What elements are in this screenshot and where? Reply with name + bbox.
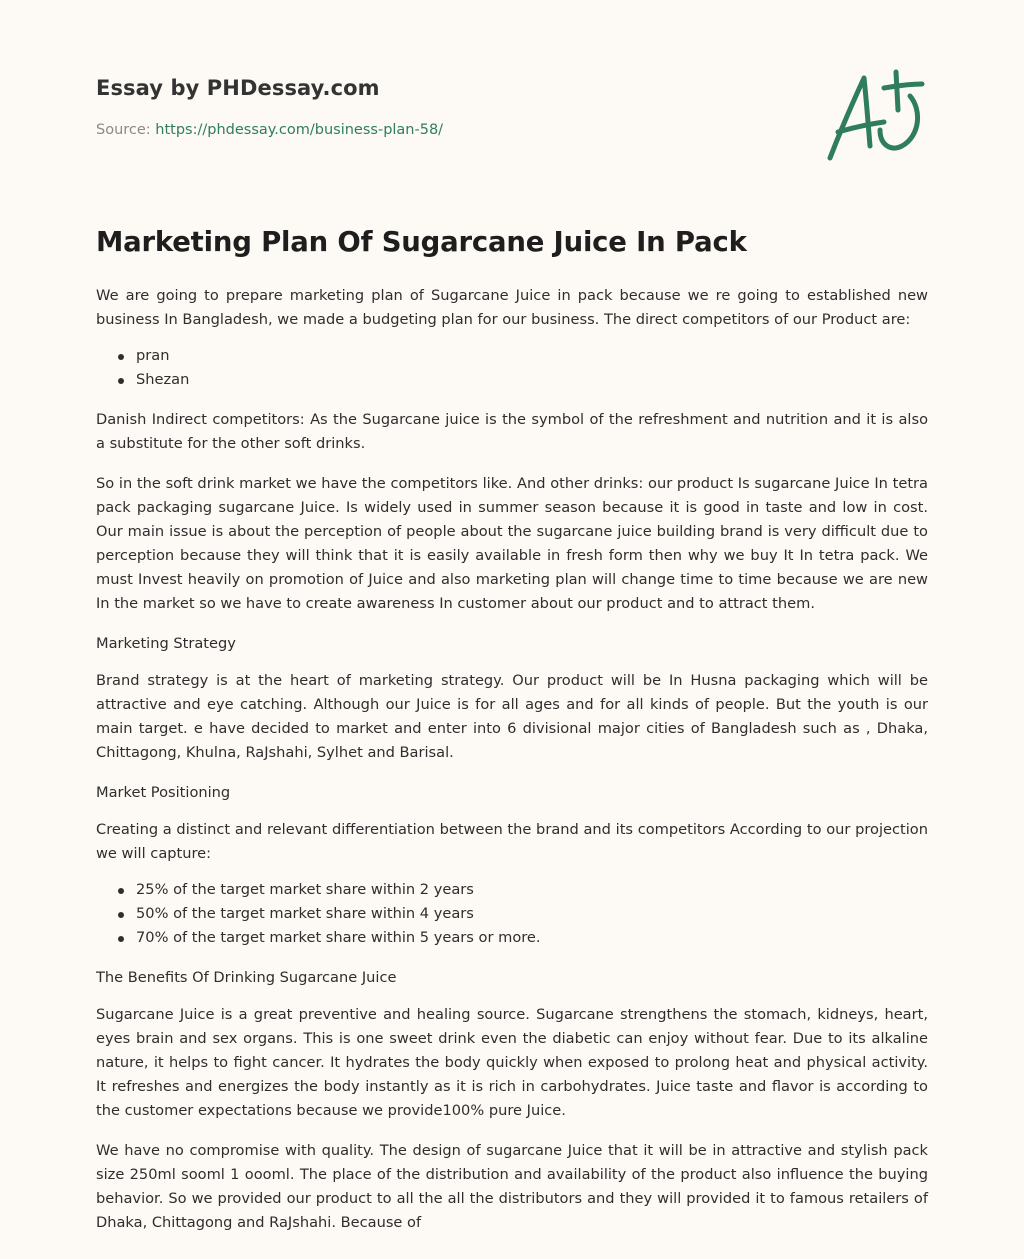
source-link[interactable]: https://phdessay.com/business-plan-58/: [155, 122, 444, 138]
document-title: Marketing Plan Of Sugarcane Juice In Pack: [96, 226, 747, 258]
source-label: Source:: [96, 122, 156, 138]
marketing-strategy-paragraph: Brand strategy is at the heart of marketing strategy. Our product will be In Husna packaging which will be attractive and eye catching. Although our Juice is for all ages and for all kinds of people. But the youth is our main target. e have decided to market and enter into 6 divisional major cities of Bangladesh such as , Dhaka, Chittagong, Khulna, RaJshahi, Sylhet and Barisal.: [96, 672, 928, 761]
benefits-heading: The Benefits Of Drinking Sugarcane Juice: [96, 969, 397, 986]
list-item: 50% of the target market share within 4 years: [136, 902, 928, 926]
page-header: [96, 76, 443, 138]
intro-paragraph: We are going to prepare marketing plan of Sugarcane Juice in pack because we re going to established new business In Bangladesh, we made a budgeting plan for our business. The direct competitors of our Product are:: [96, 287, 928, 328]
target-share-list: [96, 878, 928, 950]
list-item: 70% of the target market share within 5 years or more.: [136, 926, 928, 950]
competitor-list: [96, 344, 928, 392]
indirect-competitors-paragraph: Danish Indirect competitors: As the Sugarcane juice is the symbol of the refreshment and nutrition and it is also a substitute for the other soft drinks.: [96, 411, 928, 452]
marketing-strategy-heading: Marketing Strategy: [96, 635, 236, 652]
quality-paragraph: We have no compromise with quality. The design of sugarcane Juice that it will be in attractive and stylish pack size 250ml sooml 1 oooml. The place of the distribution and availability of the product also influence the buying behavior. So we provided our product to all the all the distributors and they will provided it to famous retailers of Dhaka, Chittagong and RaJshahi. Because of: [96, 1142, 928, 1231]
list-item: pran: [136, 344, 928, 368]
list-item: 25% of the target market share within 2 years: [136, 878, 928, 902]
list-item: Shezan: [136, 368, 928, 392]
source-line: [96, 122, 443, 138]
site-title: Essay by PHDessay.com: [96, 76, 380, 100]
soft-drink-paragraph: So in the soft drink market we have the competitors like. And other drinks: our product Is sugarcane Juice In tetra pack packaging sugarcane Juice. Is widely used in summer season because it is good in taste and low in cost. Our main issue is about the perception of people about the sugarcane juice building brand is very difficult due to perception because they will think that it is easily available in fresh form then why we buy It In tetra pack. We must Invest heavily on promotion of Juice and also marketing plan will change time to time because we are new In the market so we have to create awareness In customer about our product and to attract them.: [96, 475, 928, 612]
essay-body: [96, 284, 928, 1251]
market-positioning-heading: Market Positioning: [96, 784, 231, 801]
a-plus-logo-icon: [822, 66, 930, 166]
benefits-paragraph: Sugarcane Juice is a great preventive and healing source. Sugarcane strengthens the stomach, kidneys, heart, eyes brain and sex organs. This is one sweet drink even the diabetic can enjoy without fear. Due to its alkaline nature, it helps to fight cancer. It hydrates the body quickly when exposed to prolong heat and physical activity. It refreshes and energizes the body instantly as it is rich in carbohydrates. Juice taste and flavor is according to the customer expectations because we provide100% pure Juice.: [96, 1006, 928, 1119]
market-positioning-paragraph: Creating a distinct and relevant differentiation between the brand and its competitors According to our projection we will capture:: [96, 821, 928, 862]
